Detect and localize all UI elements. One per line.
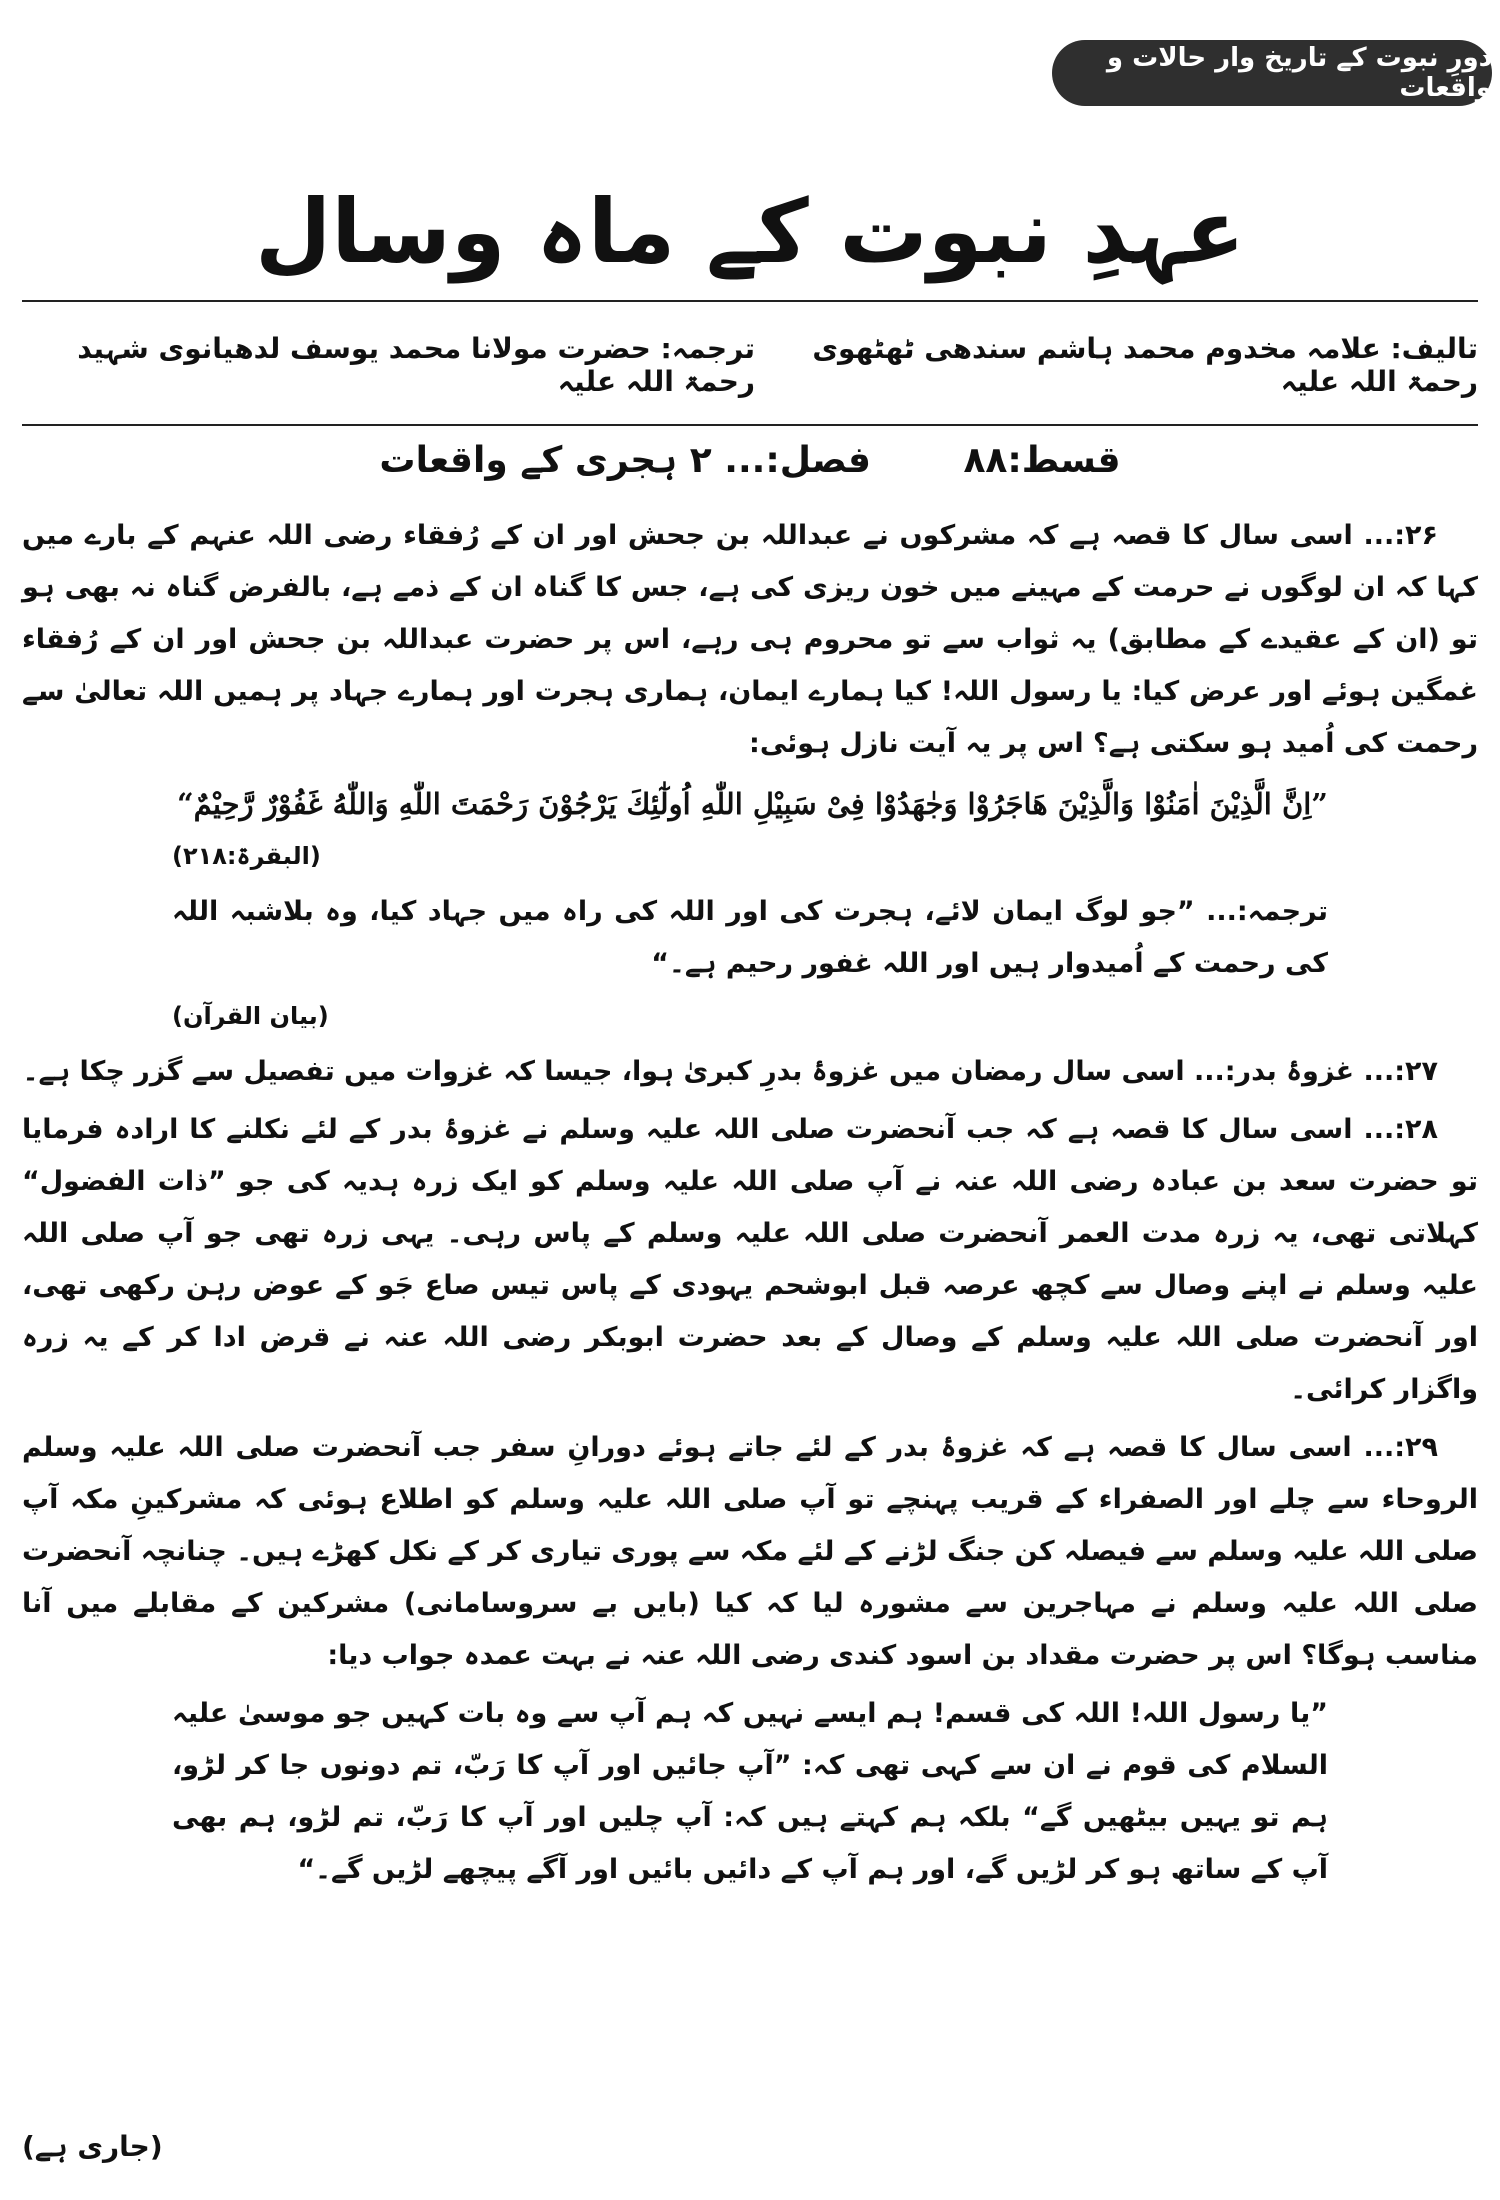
quote-block: ”یا رسول اللہ! اللہ کی قسم! ہم ایسے نہیں کہ ہم آپ سے وہ بات کہیں جو موسیٰ علیہ السلام کی قوم نے ان سے کہی تھی کہ: ”آپ جائیں اور آپ کا رَبّ، تم دونوں جا کر لڑو، ہم تو یہیں بیٹھیں گے“ بلکہ ہم کہتے ہیں کہ: آپ چلیں اور آپ کا رَبّ، تم لڑو، ہم بھی آپ کے ساتھ ہو کر لڑیں گے، اور ہم آپ کے دائیں بائیں اور آگے پیچھے لڑیں گے۔“ bbox=[172, 1698, 1328, 1885]
divider-bottom bbox=[22, 424, 1478, 426]
paragraph-28: ۲۸:... اسی سال کا قصہ ہے کہ جب آنحضرت صلی اللہ علیہ وسلم نے غزوۂ بدر کے لئے نکلنے کا ارادہ فرمایا تو حضرت سعد بن عبادہ رضی اللہ عنہ نے آپ صلی اللہ علیہ وسلم کو ایک زرہ ہدیہ کی جو ”ذات الفضول“ کہلاتی تھی، یہ زرہ مدت العمر آنحضرت صلی اللہ علیہ وسلم کے پاس رہی۔ یہی زرہ تھی جو آپ صلی اللہ علیہ وسلم نے اپنے وصال سے کچھ عرصہ قبل ابوشحم یہودی کے پاس تیس صاع جَو کے عوض رہن رکھی تھی، اور آنحضرت صلی اللہ علیہ وسلم کے وصال کے بعد حضرت ابوبکر رضی اللہ عنہ نے قرض ادا کر کے یہ زرہ واگزار کرائی۔ bbox=[22, 1114, 1478, 1405]
paragraph-26: ۲۶:... اسی سال کا قصہ ہے کہ مشرکوں نے عبداللہ بن جحش اور ان کے رُفقاء رضی اللہ عنہم کے بارے میں کہا کہ ان لوگوں نے حرمت کے مہینے میں خون ریزی کی ہے، جس کا گناہ ان کے ذمے ہے، بالفرض گناہ نہ بھی ہو تو (ان کے عقیدے کے مطابق) یہ ثواب سے تو محروم ہی رہے، اس پر حضرت عبداللہ بن جحش اور ان کے رُفقاء غمگین ہوئے اور عرض کیا: یا رسول اللہ! کیا ہمارے ایمان، ہماری ہجرت اور ہمارے جہاد پر ہمیں اللہ تعالیٰ سے رحمت کی اُمید ہو سکتی ہے؟ اس پر یہ آیت نازل ہوئی: bbox=[22, 520, 1478, 759]
ayah-text: ”اِنَّ الَّذِیْنَ اٰمَنُوْا وَالَّذِیْنَ هَاجَرُوْا وَجٰهَدُوْا فِیْ سَبِیْلِ اللّٰهِ اُولٰٓئِكَ یَرْجُوْنَ رَحْمَتَ اللّٰهِ وَاللّٰهُ غَفُوْرٌ رَّحِیْمٌ“ bbox=[176, 787, 1328, 821]
author-credit: تالیف: علامہ مخدوم محمد ہاشم سندھی ٹھٹھوی رحمۃ اللہ علیہ bbox=[812, 332, 1478, 398]
article-title: عہدِ نبوت کے ماہ وسال bbox=[254, 180, 1246, 283]
paragraph-27: ۲۷:... غزوۂ بدر:... اسی سال رمضان میں غزوۂ بدرِ کبریٰ ہوا، جیسا کہ غزوات میں تفصیل سے گزر چکا ہے۔ bbox=[22, 1056, 1438, 1087]
translation-block bbox=[172, 886, 1328, 1042]
divider-top bbox=[22, 300, 1478, 302]
translation-ref-row bbox=[172, 990, 1328, 1042]
chapter-title: فصل:... ۲ ہجری کے واقعات bbox=[379, 440, 871, 481]
episode-heading bbox=[0, 440, 1500, 481]
ayah-block bbox=[172, 778, 1328, 882]
continued-note: (جاری ہے) bbox=[22, 2130, 163, 2163]
translation-reference: (بیان القرآن) bbox=[172, 1002, 329, 1030]
credits-row bbox=[22, 320, 1478, 410]
ayah-reference: (البقرۃ:۲۱۸) bbox=[172, 842, 321, 870]
series-tag: دورِ نبوت کے تاریخ وار حالات و واقعات bbox=[1052, 40, 1492, 106]
paragraph-29: ۲۹:... اسی سال کا قصہ ہے کہ غزوۂ بدر کے لئے جاتے ہوئے دورانِ سفر جب آنحضرت صلی اللہ علیہ وسلم الروحاء سے چلے اور الصفراء کے قریب پہنچے تو آپ صلی اللہ علیہ وسلم کو اطلاع ہوئی کہ مشرکینِ مکہ آپ صلی اللہ علیہ وسلم سے فیصلہ کن جنگ لڑنے کے لئے مکہ سے پوری تیاری کر کے نکل کھڑے ہیں۔ چنانچہ آنحضرت صلی اللہ علیہ وسلم نے مہاجرین سے مشورہ لیا کہ کیا (بایں بے سروسامانی) مشرکین کے مقابلے میں آنا مناسب ہوگا؟ اس پر حضرت مقداد بن اسود کندی رضی اللہ عنہ نے بہت عمدہ جواب دیا: bbox=[22, 1432, 1478, 1671]
article-body bbox=[22, 510, 1478, 1900]
translator-credit: ترجمہ: حضرت مولانا محمد یوسف لدھیانوی شہید رحمۃ اللہ علیہ bbox=[77, 332, 756, 398]
episode-number: قسط:۸۸ bbox=[963, 440, 1121, 481]
ayah-ref-row bbox=[172, 830, 1328, 882]
translation-text: ترجمہ:... ”جو لوگ ایمان لائے، ہجرت کی اور اللہ کی راہ میں جہاد کیا، وہ بلاشبہ اللہ کی رحمت کے اُمیدوار ہیں اور اللہ غفور رحیم ہے۔“ bbox=[172, 896, 1328, 979]
